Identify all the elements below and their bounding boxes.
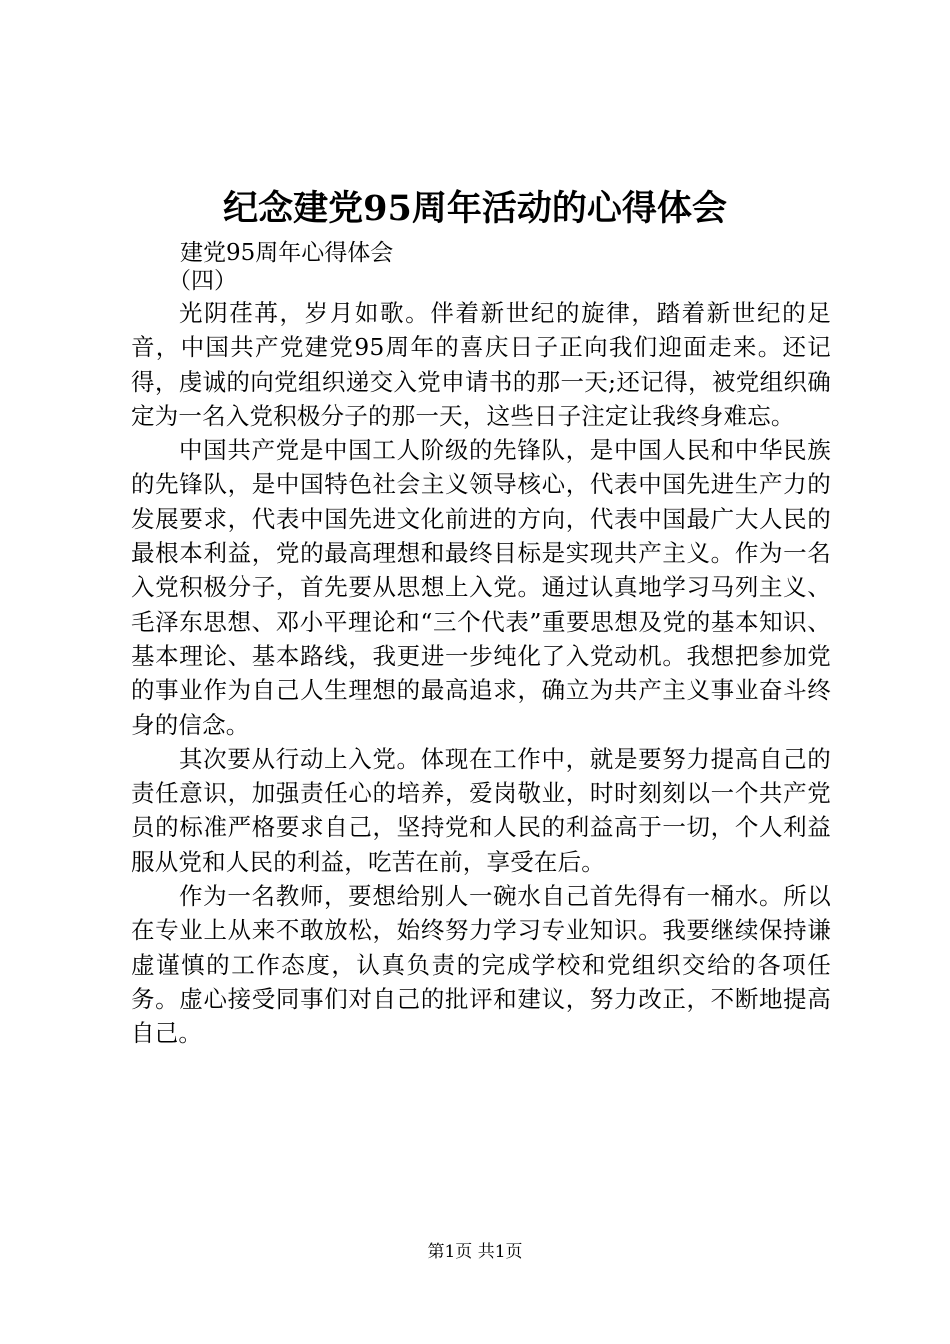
document-title: 纪念建党95周年活动的心得体会 [223, 188, 727, 229]
paragraph: 作为一名教师，要想给别人一碗水自己首先得有一桶水。所以在专业上从来不敢放松，始终努力学习专业知识。我要继续保持谦虚谨慎的工作态度，认真负责的完成学校和党组织交给的各项任务。虚心接受同事们对自己的批评和建议，努力改正，不断地提高自己。 [131, 882, 831, 1048]
paragraph: 其次要从行动上入党。体现在工作中，就是要努力提高自己的责任意识，加强责任心的培养，爱岗敬业，时时刻刻以一个共产党员的标准严格要求自己，坚持党和人民的利益高于一切，个人利益服从党和人民的利益，吃苦在前，享受在后。 [131, 744, 831, 876]
paragraph: 光阴荏苒，岁月如歌。伴着新世纪的旋律，踏着新世纪的足音，中国共产党建党95周年的喜庆日子正向我们迎面走来。还记得，虔诚的向党组织递交入党申请书的那一天;还记得，被党组织确定为一名入党积极分子的那一天，这些日子注定让我终身难忘。 [131, 299, 831, 430]
paragraph: 中国共产党是中国工人阶级的先锋队，是中国人民和中华民族的先锋队，是中国特色社会主义领导核心，代表中国先进生产力的发展要求，代表中国先进文化前进的方向，代表中国最广大人民的最根本利益，党的最高理想和最终目标是实现共产主义。作为一名入党积极分子，首先要从思想上入党。通过认真地学习马列主义、毛泽东思想、邓小平理论和“三个代表”重要思想及党的基本知识、基本理论、基本路线，我更进一步纯化了入党动机。我想把参加党的事业作为自己人生理想的最高追求，确立为共产主义事业奋斗终身的信念。 [131, 436, 831, 739]
document-subtitle: 建党95周年心得体会 [180, 240, 394, 266]
page-footer: 第1页 共1页 [427, 1242, 523, 1262]
section-number: （四） [168, 268, 237, 294]
document-body [131, 296, 831, 1051]
